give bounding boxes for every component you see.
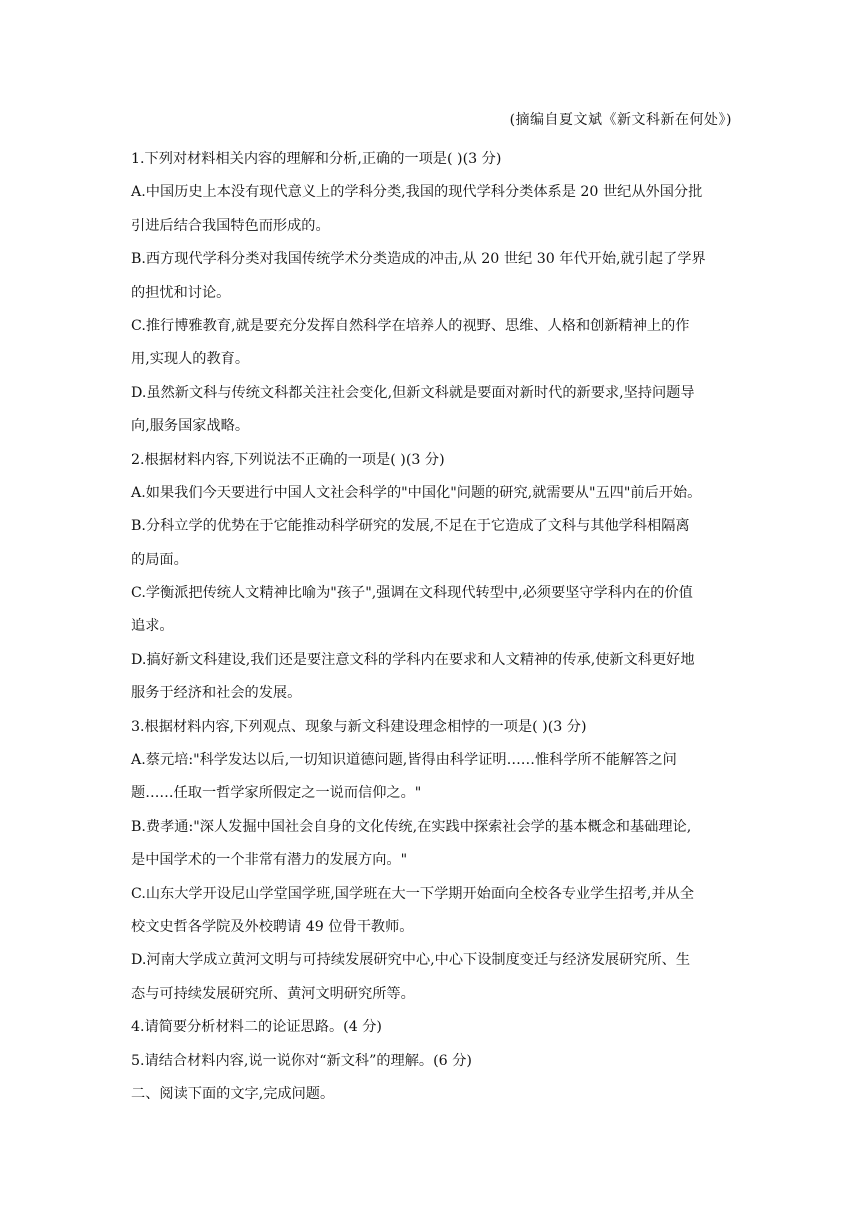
question-1-option-b-cont: 的担忧和讨论。 bbox=[131, 284, 231, 301]
question-2-option-c-cont: 追求。 bbox=[131, 618, 174, 635]
question-1-option-b: B.西方现代学科分类对我国传统学术分类造成的冲击,从 20 世纪 30 年代开始,就引起了学界 bbox=[131, 251, 706, 268]
question-2-option-b: B.分科立学的优势在于它能推动科学研究的发展,不足在于它造成了文科与其他学科相隔离 bbox=[131, 518, 690, 535]
question-1-option-c: C.推行博雅教育,就是要充分发挥自然科学在培养人的视野、思维、人格和创新精神上的作 bbox=[131, 317, 690, 334]
question-3-option-b: B.费孝通:"深人发掘中国社会自身的文化传统,在实践中探索社会学的基本概念和基础理论, bbox=[131, 818, 692, 835]
question-1-option-d-cont: 向,服务国家战略。 bbox=[131, 418, 250, 435]
question-3-option-b-cont: 是中国学术的一个非常有潜力的发展方向。" bbox=[131, 852, 408, 869]
question-5-stem: 5.请结合材料内容,说一说你对“新文科”的理解。(6 分) bbox=[131, 1052, 472, 1069]
question-2-option-d-cont: 服务于经济和社会的发展。 bbox=[131, 685, 302, 702]
question-1-option-a-cont: 引进后结合我国特色而形成的。 bbox=[131, 217, 330, 234]
question-3-option-a: A.蔡元培:"科学发达以后,一切知识道德问题,皆得由科学证明……惟科学所不能解答之问 bbox=[131, 752, 677, 769]
question-body bbox=[131, 143, 731, 1111]
question-2-stem: 2.根据材料内容,下列说法不正确的一项是( )(3 分) bbox=[131, 451, 445, 468]
question-2-option-d: D.搞好新文科建设,我们还是要注意文科的学科内在要求和人文精神的传承,使新文科更好地 bbox=[131, 651, 695, 668]
question-2-option-b-cont: 的局面。 bbox=[131, 551, 188, 568]
question-1-option-a: A.中国历史上本没有现代意义上的学科分类,我国的现代学科分类体系是 20 世纪从外国分批 bbox=[131, 184, 703, 201]
question-3-option-c: C.山东大学开设尼山学堂国学班,国学班在大一下学期开始面向全校各专业学生招考,并从全 bbox=[131, 885, 695, 902]
question-3-option-c-cont: 校文史哲各学院及外校聘请 49 位骨干教师。 bbox=[131, 918, 414, 935]
question-4-stem: 4.请简要分析材料二的论证思路。(4 分) bbox=[131, 1019, 382, 1036]
question-1-option-d: D.虽然新文科与传统文科都关注社会变化,但新文科就是要面对新时代的新要求,坚持问题导 bbox=[131, 384, 695, 401]
section-two-heading: 二、阅读下面的文字,完成问题。 bbox=[131, 1085, 335, 1102]
question-1-option-c-cont: 用,实现人的教育。 bbox=[131, 351, 250, 368]
question-2-option-a: A.如果我们今天要进行中国人文社会科学的"中国化"问题的研究,就需要从"五四"前后开始。 bbox=[131, 484, 702, 501]
question-2-option-c: C.学衡派把传统人文精神比喻为"孩子",强调在文科现代转型中,必须要坚守学科内在的价值 bbox=[131, 585, 693, 602]
source-citation: (摘编自夏文斌《新文科新在何处》) bbox=[509, 112, 732, 128]
question-3-option-a-cont: 题……任取一哲学家所假定之一说而信仰之。" bbox=[131, 785, 422, 802]
question-3-option-d-cont: 态与可持续发展研究所、黄河文明研究所等。 bbox=[131, 985, 415, 1002]
question-1-stem: 1.下列对材料相关内容的理解和分析,正确的一项是( )(3 分) bbox=[131, 151, 502, 167]
question-3-option-d: D.河南大学成立黄河文明与可持续发展研究中心,中心下设制度变迁与经济发展研究所、生 bbox=[131, 952, 691, 969]
question-3-stem: 3.根据材料内容,下列观点、现象与新文科建设理念相悖的一项是( )(3 分) bbox=[131, 718, 587, 735]
